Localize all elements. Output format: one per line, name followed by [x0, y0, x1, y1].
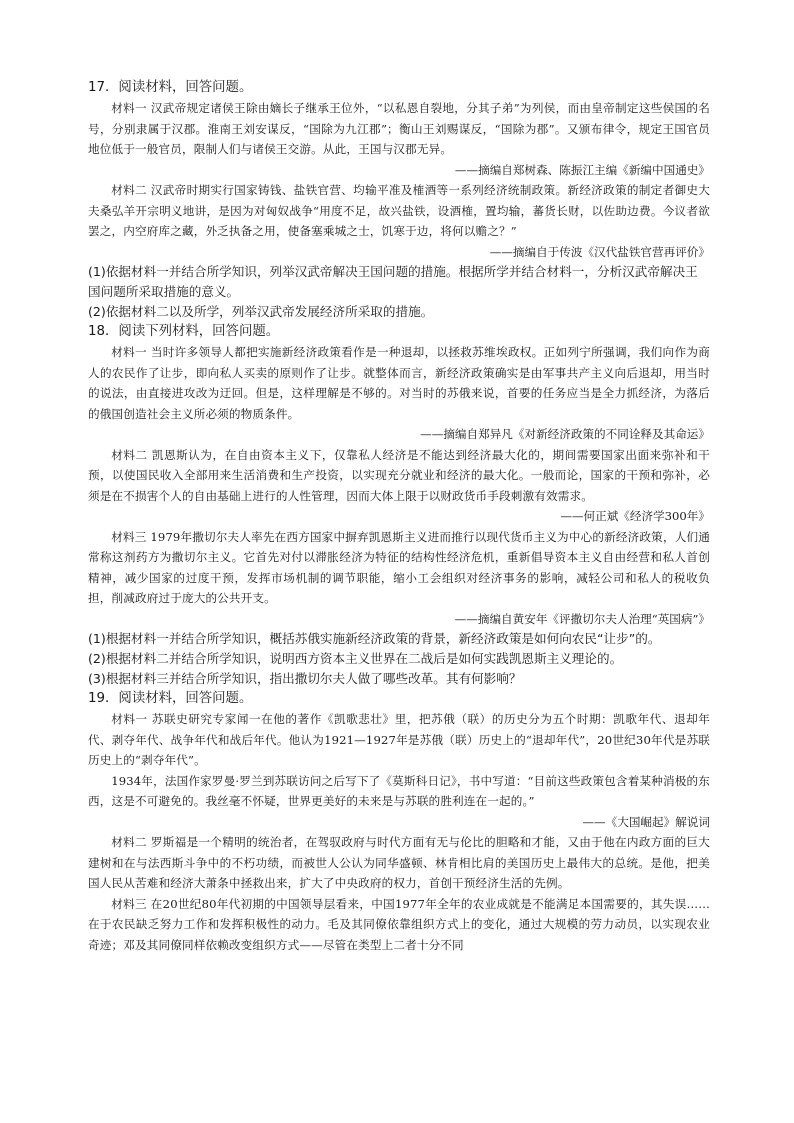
q18-material-2: 材料二 凯恩斯认为，在自由资本主义下，仅靠私人经济是不能达到经济最大化的，期间需要国家出面来弥补和干预，以使国民收入全部用来生活消费和生产投资，以实现充分就业和经济的最大化。一般而论，国家的干预和弥补，必须是在不损害个人的自由基础上进行的人性管理，因而大体上限于以财政货币手段刺激有效需求。 — [88, 447, 710, 503]
q17-subquestion-2: (2)依据材料二以及所学，列举汉武帝发展经济所采取的措施。 — [88, 304, 434, 319]
question-17-stem: 17．阅读材料，回答问题。 — [88, 80, 253, 95]
q17-subquestion-1: (1)依据材料一并结合所学知识，列举汉武帝解决王国问题的措施。根据所学并结合材料一，分析汉武帝解决王国问题所采取措施的意义。 — [88, 264, 698, 299]
q18-subquestion-2: (2)根据材料二并结合所学知识，说明西方资本主义世界在二战后是如何实践凯恩斯主义理论的。 — [88, 651, 623, 666]
exam-page — [88, 78, 710, 955]
q18-material-1: 材料一 当时许多领导人都把实施新经济政策看作是一种退却，以拯救苏维埃政权。正如列宁所强调，我们向作为商人的农民作了让步，即向私人买卖的原则作了让步。就整体而言，新经济政策确实是由军事共产主义向后退却，用当时的说法，由直接进攻改为迂回。但是，这样理解是不够的。对当时的苏俄来说，首要的任务应当是全力抓经济，为落后的俄国创造社会主义所必须的物质条件。 — [88, 345, 710, 421]
q17-material-1-source: ——摘编自郑树森、陈振江主编《新编中国通史》 — [454, 162, 710, 177]
q17-material-1: 材料一 汉武帝规定诸侯王除由嫡长子继承王位外，“以私恩自裂地，分其子弟”为列侯，而由皇帝制定这些侯国的名号，分别隶属于汉郡。淮南王刘安谋反，“国除为九江郡”；衡山王刘赐谋反，“国除为郡”。又颁布律令，规定王国官员地位低于一般官员，限制人们与诸侯王交游。从此，王国与汉郡无异。 — [88, 101, 710, 156]
q19-material-1: 材料一 苏联史研究专家闻一在他的著作《凯歌悲壮》里，把苏俄（联）的历史分为五个时期：凯歌年代、退却年代、剥夺年代、战争年代和战后年代。他认为1921—1927年是苏俄（联）历史上的“退却年代”，20世纪30年代是苏联历史上的“剥夺年代”。 — [88, 712, 710, 767]
question-18-stem: 18．阅读下列材料，回答问题。 — [88, 324, 280, 339]
q18-subquestion-1: (1)根据材料一并结合所学知识，概括苏俄实施新经济政策的背景，新经济政策是如何向农民“让步”的。 — [88, 631, 661, 646]
q19-material-3: 材料三 在20世纪80年代初期的中国领导层看来，中国1977年全年的农业成就是不能满足本国需要的，其失误……在于农民缺乏努力工作和发挥积极性的动力。毛及其同僚依靠组织方式上的变化，通过大规模的劳力动员，以实现农业奇迹；邓及其同僚同样依赖改变组织方式——尽管在类型上二者十分不同 — [88, 896, 710, 952]
q17-material-2: 材料二 汉武帝时期实行国家铸钱、盐铁官营、均输平准及榷酒等一系列经济统制政策。新经济政策的制定者御史大夫桑弘羊开宗明义地讲，是因为对匈奴战争“用度不足，故兴盐铁，设酒榷，置均输，蕃货长财，以佐助边费。今议者欲罢之，内空府库之藏，外乏执备之用，使备塞乘城之士，饥寒于边，将何以赡之？” — [88, 183, 710, 238]
question-19-stem: 19．阅读材料，回答问题。 — [88, 691, 253, 706]
q18-material-2-source: ——何正斌《经济学300年》 — [560, 509, 710, 523]
q18-material-1-source: ——摘编自郑异凡《对新经济政策的不同诠释及其命运》 — [420, 427, 710, 441]
q18-subquestion-3: (3)根据材料三并结合所学知识，指出撒切尔夫人做了哪些改革。其有何影响？ — [88, 671, 522, 686]
q18-material-3-source: ——摘编自黄安年《评撒切尔夫人治理“英国病”》 — [454, 611, 710, 626]
q18-material-3: 材料三 1979年撒切尔夫人率先在西方国家中摒弃凯恩斯主义进而推行以现代货币主义为中心的新经济政策，人们通常称这剂药方为撒切尔主义。它首先对付以滞胀经济为特征的结构性经济危机，重新倡导资本主义自由经营和私人首创精神，减少国家的过度干预，发挥市场机制的调节职能，缩小工会组织对经济事务的影响，减轻公司和私人的税收负担，削减政府过于庞大的公共开支。 — [88, 529, 710, 605]
q19-material-1-continued: 1934年，法国作家罗曼·罗兰到苏联访问之后写下了《莫斯科日记》，书中写道：“目前这些政策包含着某种消极的东西，这是不可避免的。我丝毫不怀疑，世界更美好的未来是与苏联的胜利连在一起的。” — [88, 773, 710, 808]
q17-material-2-source: ——摘编自于传波《汉代盐铁官营再评价》 — [489, 244, 710, 259]
q19-material-2: 材料二 罗斯福是一个精明的统治者，在驾驭政府与时代方面有无与伦比的胆略和才能，又由于他在内政方面的巨大建树和在与法西斯斗争中的不朽功绩，而被世人公认为同华盛顿、林肯相比肩的美国历史上最伟大的总统。是他，把美国人民从苦难和经济大萧条中拯救出来，扩大了中央政府的权力，首创干预经济生活的先例。 — [88, 835, 710, 890]
q19-material-1-source: ——《大国崛起》解说词 — [582, 814, 710, 829]
